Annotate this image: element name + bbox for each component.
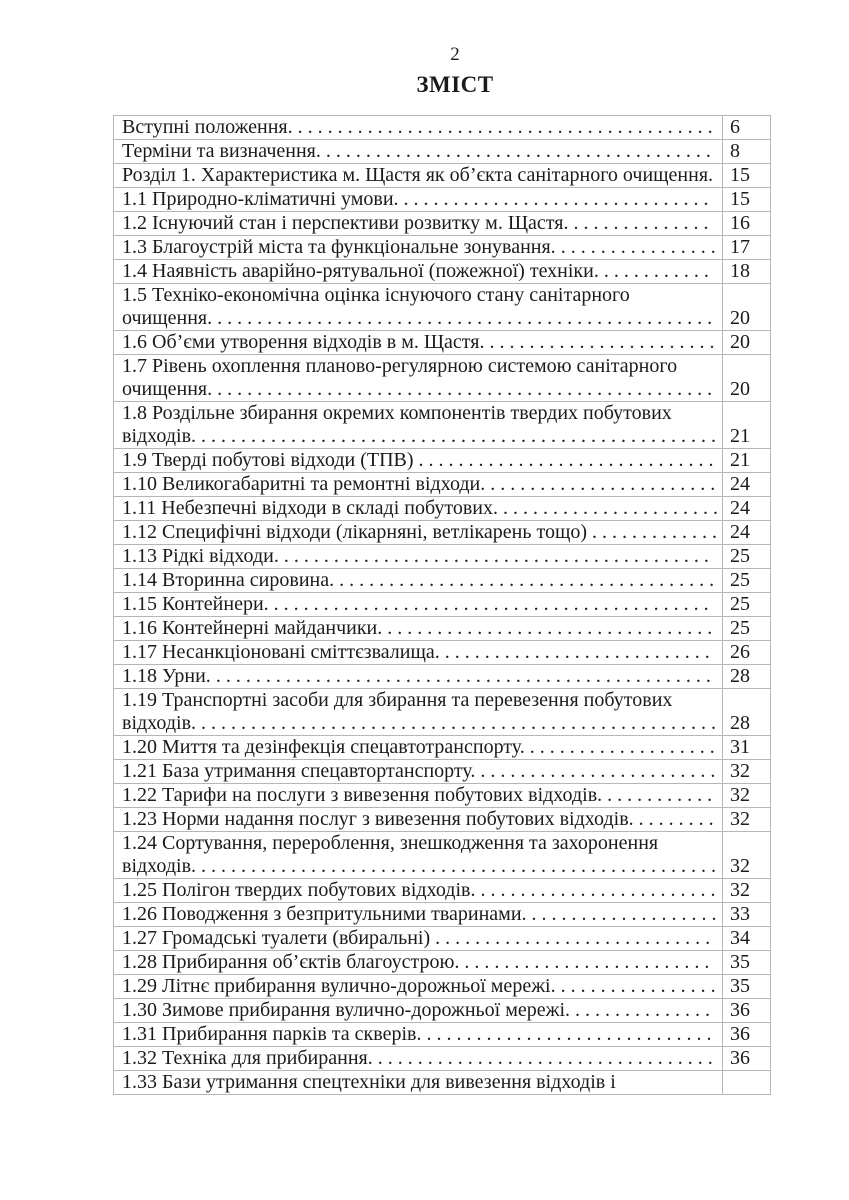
toc-row (114, 331, 771, 355)
toc-entry-title-cell (114, 521, 723, 545)
toc-entry-title: 1.21 База утримання спецавтортанспорту. (122, 760, 476, 782)
leader-dots: . . . . . . . . . . . . . . . . (555, 236, 716, 258)
toc-row (114, 808, 771, 832)
toc-entry-page (723, 1071, 771, 1095)
toc-entry-title-cell (114, 617, 723, 641)
toc-entry-page: 6 (723, 116, 771, 140)
toc-row (114, 449, 771, 473)
leader-dots: . . . . . . . . . . . . . (587, 521, 718, 543)
toc-table (113, 115, 771, 1095)
leader-dots: . . . . . . . . . . . . . . . . . . . (524, 736, 715, 758)
toc-row (114, 164, 771, 188)
leader-dots: . . . . . . . . . . . . . . . . . . . . . . . . . . . . . . . . . . . . . . . . . . . . (268, 593, 709, 615)
toc-entry-title: 1.33 Бази утримання спецтехніки для вивезення відходів і (122, 1071, 616, 1093)
toc-row (114, 116, 771, 140)
toc-row (114, 1047, 771, 1071)
toc-row (114, 1071, 771, 1095)
toc-entry-title: 1.24 Сортування, перероблення, знешкодження та захоронення відходів. (122, 832, 659, 877)
toc-entry-title-cell (114, 236, 723, 260)
toc-entry-title: 1.13 Рідкі відходи. (122, 545, 279, 567)
toc-entry-page: 32 (723, 784, 771, 808)
toc-entry-page: 20 (723, 284, 771, 331)
toc-entry-title-cell (114, 879, 723, 903)
toc-entry-page: 36 (723, 1023, 771, 1047)
toc-entry-title-cell (114, 999, 723, 1023)
toc-entry-title: 1.31 Прибирання парків та скверів. (122, 1023, 422, 1045)
leader-dots: . . . . . . . . . . . . . . . . . . . . . . . . (475, 879, 716, 901)
toc-row (114, 473, 771, 497)
toc-entry-title: 1.14 Вторинна сировина. (122, 569, 335, 591)
toc-entry-title-cell (114, 449, 723, 473)
toc-entry-title: Розділ 1. Характеристика м. Щастя як об’єкта санітарного очищення. (122, 164, 714, 186)
toc-entry-page: 34 (723, 927, 771, 951)
toc-entry-title-cell (114, 689, 723, 736)
toc-entry-title-cell (114, 284, 723, 331)
toc-entry-page: 32 (723, 879, 771, 903)
toc-entry-title-cell (114, 1023, 723, 1047)
toc-entry-page: 24 (723, 473, 771, 497)
toc-row (114, 236, 771, 260)
toc-row (114, 593, 771, 617)
leader-dots: . . . . . . . . . . . . . . . . . . . . . . . . . . . . . (421, 1023, 712, 1045)
toc-entry-page: 35 (723, 975, 771, 999)
toc-entry-title-cell (114, 473, 723, 497)
leader-dots: . . . . . . . . . . . . . . . . . . . . . . . . . (459, 951, 710, 973)
leader-dots: . . . . . . . . . . . (598, 260, 709, 282)
toc-entry-title: 1.10 Великогабаритні та ремонтні відходи. (122, 473, 486, 495)
toc-row (114, 355, 771, 402)
toc-entry-page: 25 (723, 593, 771, 617)
toc-row (114, 927, 771, 951)
toc-row (114, 832, 771, 879)
leader-dots: . . . . . . . . . . . . . . . . . . . . . . . . . . . . . . . . . . . . . . . . . . . . . . . . . . (212, 378, 713, 400)
leader-dots: . . . . . . . . . . . . . . . . . . . . . . . . (475, 760, 716, 782)
toc-entry-page: 26 (723, 641, 771, 665)
toc-row (114, 951, 771, 975)
leader-dots: . . . . . . . . . . . (602, 784, 713, 806)
toc-entry-page: 16 (723, 212, 771, 236)
toc-row (114, 497, 771, 521)
leader-dots: . . . . . . . . . . . . . . . . . . . . . . . . . . . . (430, 927, 711, 949)
leader-dots: . . . . . . . . . . . . . . . . . . . . . . . . . . . . . . . . . (382, 617, 713, 639)
toc-entry-title-cell (114, 497, 723, 521)
toc-entry-page: 36 (723, 1047, 771, 1071)
toc-entry-title: 1.12 Специфічні відходи (лікарняні, ветлікарень тощо) (122, 521, 588, 543)
toc-entry-page: 32 (723, 832, 771, 879)
toc-entry-title-cell (114, 140, 723, 164)
toc-entry-title: Вступні положення. (122, 116, 293, 138)
toc-entry-title-cell (114, 545, 723, 569)
toc-entry-title-cell (114, 402, 723, 449)
leader-dots: . . . . . . . . (633, 808, 714, 830)
toc-entry-page: 17 (723, 236, 771, 260)
toc-entry-page: 31 (723, 736, 771, 760)
leader-dots: . . . . . . . . . . . . . . . . (555, 975, 716, 997)
toc-entry-title: 1.9 Тверді побутові відходи (ТПВ) (122, 449, 414, 471)
toc-entry-page: 21 (723, 402, 771, 449)
toc-row (114, 569, 771, 593)
toc-row (114, 188, 771, 212)
toc-entry-page: 35 (723, 951, 771, 975)
toc-entry-page: 15 (723, 164, 771, 188)
toc-row (114, 999, 771, 1023)
toc-entry-title-cell (114, 903, 723, 927)
toc-entry-title-cell (114, 832, 723, 879)
toc-entry-title: 1.2 Існуючий стан і перспективи розвитку м. Щастя. (122, 212, 569, 234)
toc-entry-title: 1.8 Роздільне збирання окремих компонентів твердих побутових відходів. (122, 402, 672, 447)
leader-dots: . . . . . . . . . . . . . . . . . . . . . . . . . . . . . . . . . . . . . . . . . . . . . . . . . . . . (196, 855, 717, 877)
leader-dots: . . . . . . . . . . . . . . . . . . . . . . . . . . . . . . . . . . . . . . (334, 569, 715, 591)
toc-entry-title-cell (114, 331, 723, 355)
toc-entry-title-cell (114, 665, 723, 689)
leader-dots: . . . . . . . . . . . . . . (568, 212, 709, 234)
toc-entry-title: 1.20 Миття та дезінфекція спецавтотранспорту. (122, 736, 525, 758)
toc-entry-title: 1.1 Природно-кліматичні умови. (122, 188, 399, 210)
toc-body (114, 116, 771, 1095)
toc-entry-page: 25 (723, 569, 771, 593)
toc-entry-title: 1.25 Полігон твердих побутових відходів. (122, 879, 476, 901)
toc-entry-title: 1.27 Громадські туалети (вбиральні) (122, 927, 431, 949)
toc-entry-title: 1.17 Несанкціоновані сміттєзвалища. (122, 641, 440, 663)
toc-entry-title-cell (114, 593, 723, 617)
toc-entry-page: 24 (723, 497, 771, 521)
toc-entry-title: 1.7 Рівень охоплення планово-регулярною системою санітарного очищення. (122, 355, 678, 400)
toc-entry-title: 1.23 Норми надання послуг з вивезення побутових відходів. (122, 808, 634, 830)
toc-row (114, 212, 771, 236)
toc-row (114, 140, 771, 164)
toc-entry-page: 8 (723, 140, 771, 164)
toc-entry-page: 25 (723, 545, 771, 569)
toc-row (114, 879, 771, 903)
toc-entry-page: 18 (723, 260, 771, 284)
toc-row (114, 545, 771, 569)
toc-entry-page: 28 (723, 689, 771, 736)
toc-row (114, 760, 771, 784)
leader-dots: . . . . . . . . . . . . . . . . . . . . . . . . . . . . . . . . . . . . . . . . . . . . . . . . . . (212, 307, 713, 329)
toc-row (114, 402, 771, 449)
leader-dots: . . . . . . . . . . . . . . . . . . . . . . (498, 497, 718, 519)
toc-row (114, 617, 771, 641)
toc-entry-title: 1.26 Поводження з безпритульними тваринами. (122, 903, 527, 925)
toc-entry-page: 32 (723, 808, 771, 832)
toc-entry-title-cell (114, 569, 723, 593)
toc-entry-title-cell (114, 641, 723, 665)
toc-entry-title-cell (114, 736, 723, 760)
toc-entry-page: 15 (723, 188, 771, 212)
toc-entry-title-cell (114, 164, 723, 188)
toc-entry-title: Терміни та визначення. (122, 140, 321, 162)
toc-entry-title: 1.15 Контейнери. (122, 593, 269, 615)
toc-entry-page: 24 (723, 521, 771, 545)
toc-entry-page: 20 (723, 331, 771, 355)
toc-entry-page: 33 (723, 903, 771, 927)
toc-entry-title-cell (114, 951, 723, 975)
toc-entry-page: 25 (723, 617, 771, 641)
toc-row (114, 1023, 771, 1047)
toc-entry-title: 1.29 Літнє прибирання вулично-дорожньої мережі. (122, 975, 556, 997)
toc-entry-title: 1.6 Об’єми утворення відходів в м. Щастя. (122, 331, 485, 353)
toc-entry-title-cell (114, 760, 723, 784)
page-number: 2 (450, 44, 460, 65)
toc-row (114, 975, 771, 999)
toc-entry-page: 28 (723, 665, 771, 689)
toc-entry-page: 36 (723, 999, 771, 1023)
toc-entry-title-cell (114, 355, 723, 402)
toc-row (114, 903, 771, 927)
toc-row (114, 784, 771, 808)
toc-entry-title-cell (114, 116, 723, 140)
toc-entry-title: 1.3 Благоустрій міста та функціональне зонування. (122, 236, 556, 258)
toc-entry-title: 1.16 Контейнерні майданчики. (122, 617, 383, 639)
toc-entry-title-cell (114, 1047, 723, 1071)
toc-row (114, 284, 771, 331)
leader-dots: . . . . . . . . . . . . . . . . . . . . . . . (484, 331, 715, 353)
leader-dots: . . . . . . . . . . . . . . . . . . . . . . . . . . . . . . . . . . . . . . . (320, 140, 711, 162)
leader-dots: . . . . . . . . . . . . . . . . . . . . . . . . . . . . . . . . . . . . . . . . . . (292, 116, 713, 138)
toc-row (114, 641, 771, 665)
toc-entry-title: 1.18 Урни. (122, 665, 211, 687)
leader-dots: . . . . . . . . . . . . . . . . . . . . . . . . . . . . . . . . . . . . . . . . . . . . . . . . . . (210, 665, 711, 687)
toc-entry-title: 1.11 Небезпечні відходи в складі побутових. (122, 497, 498, 519)
leader-dots: . . . . . . . . . . . . . . . . . . . . . . . . . . . . . . (413, 449, 714, 471)
toc-entry-title-cell (114, 260, 723, 284)
toc-entry-title: 1.32 Техніка для прибирання. (122, 1047, 373, 1069)
toc-entry-page: 32 (723, 760, 771, 784)
toc-row (114, 521, 771, 545)
toc-entry-title-cell (114, 212, 723, 236)
toc-entry-title-cell (114, 1071, 723, 1095)
toc-entry-page: 21 (723, 449, 771, 473)
toc-entry-title-cell (114, 975, 723, 999)
toc-row (114, 736, 771, 760)
toc-entry-page: 20 (723, 355, 771, 402)
toc-entry-title: 1.5 Техніко-економічна оцінка існуючого стану санітарного очищення. (122, 284, 630, 329)
leader-dots: . . . . . . . . . . . . . . . . . . . . . . . . . . . . . . . . . . . . . . . . . . . . . . . . . . . . (196, 712, 717, 734)
leader-dots: . . . . . . . . . . . . . . . . . . . . . . . . . . . . . . . . . . (372, 1047, 713, 1069)
leader-dots: . . . . . . . . . . . . . . . . . . . . . . . . . . . (439, 641, 710, 663)
toc-entry-title-cell (114, 927, 723, 951)
toc-entry-title-cell (114, 188, 723, 212)
toc-entry-title-cell (114, 808, 723, 832)
toc-row (114, 689, 771, 736)
toc-entry-title: 1.19 Транспортні засоби для збирання та перевезення побутових відходів. (122, 689, 673, 734)
leader-dots: . . . . . . . . . . . . . . (570, 999, 710, 1021)
toc-entry-title: 1.28 Прибирання об’єктів благоустрою. (122, 951, 460, 973)
leader-dots: . . . . . . . . . . . . . . . . . . . . . . . (485, 473, 716, 495)
toc-entry-title: 1.4 Наявність аварійно-рятувальної (пожежної) техніки. (122, 260, 599, 282)
toc-entry-title-cell (114, 784, 723, 808)
page-title: ЗМІСТ (416, 72, 494, 97)
leader-dots: . . . . . . . . . . . . . . . . . . . . . . . . . . . . . . . . . . . . . . . . . . . . . . . . . . . . (196, 425, 717, 447)
leader-dots: . . . . . . . . . . . . . . . . . . . . . . . . . . . . . . . (398, 188, 709, 210)
toc-entry-title: 1.22 Тарифи на послуги з вивезення побутових відходів. (122, 784, 603, 806)
toc-row (114, 665, 771, 689)
leader-dots: . . . . . . . . . . . . . . . . . . . . . . . . . . . . . . . . . . . . . . . . . . . (278, 545, 709, 567)
toc-row (114, 260, 771, 284)
leader-dots: . . . . . . . . . . . . . . . . . . . (526, 903, 717, 925)
toc-entry-title: 1.30 Зимове прибирання вулично-дорожньої мережі. (122, 999, 570, 1021)
